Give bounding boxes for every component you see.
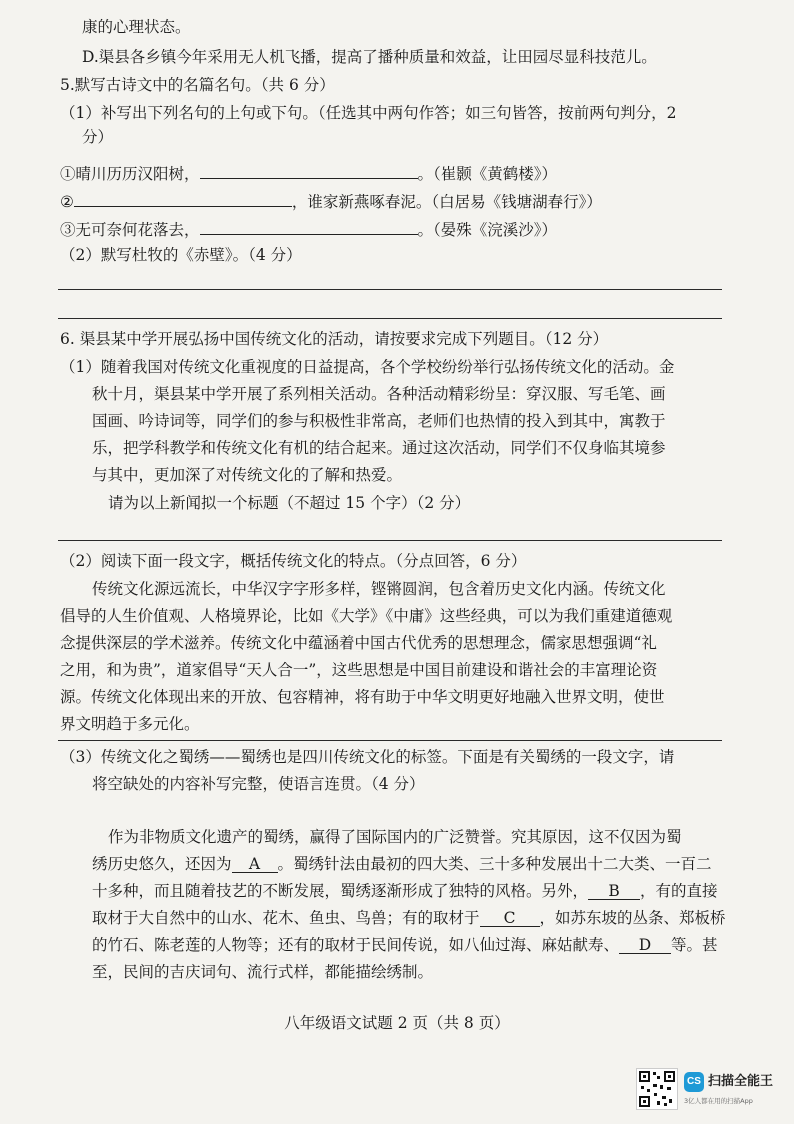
fill-blank-b[interactable]: B [588,881,640,900]
passage-text: ，如苏东坡的丛条、郑板桥 [539,909,726,927]
scanner-tagline: 3亿人都在用的扫描App [684,1097,753,1105]
q6-part2-passage: 念提供深层的学术滋养。传统文化中蕴涵着中国古代优秀的思想理念，儒家思想强调“礼 [60,634,657,652]
poem-line-1 [60,160,557,185]
passage-text: 。蜀绣针法由最初的四大类、三十多种发展出十二大类、一百二 [277,855,712,873]
poem-3-source: 。（晏殊《浣溪沙》） [417,221,558,239]
q6-part2-passage: 传统文化源远流长，中华汉字字形多样，铿锵圆润，包含着历史文化内涵。传统文化 [92,580,666,598]
question-6-title: 6. 渠县某中学开展弘扬中国传统文化的活动，请按要求完成下列题目。（12 分） [60,330,609,348]
answer-blank[interactable] [200,216,418,235]
question-5-title: 5.默写古诗文中的名篇名句。（共 6 分） [60,76,335,94]
scanner-logo-icon: CS [684,1072,704,1092]
q6-part2-passage: 源。传统文化体现出来的开放、包容精神，将有助于中华文明更好地融入世界文明，使世 [60,688,665,706]
answer-line[interactable] [58,318,722,319]
q6-part1-paragraph: 国画、吟诗词等，同学们的参与积极性非常高，老师们也热情的投入到其中，寓教于 [92,412,666,430]
qr-code-icon [636,1068,678,1110]
passage-text: 的竹石、陈老莲的人物等；还有的取材于民间传说，如八仙过海、麻姑献寿、 [92,936,620,954]
q6-part1-paragraph: 与其中，更加深了对传统文化的了解和热爱。 [92,466,403,484]
q6-part2-passage: 倡导的人生价值观、人格境界论，比如《大学》《中庸》这些经典，可以为我们重建道德观 [60,607,673,625]
poem-2-given: ，谁家新燕啄春泥。（白居易《钱塘湖春行》） [291,193,602,211]
text-line: 康的心理状态。 [82,18,191,36]
q6-part2-passage: 界文明趋于多元化。 [60,715,200,733]
answer-blank[interactable] [200,160,418,179]
poem-line-2 [60,188,602,213]
scanner-app-name: 扫描全能王 [708,1074,774,1089]
fill-blank-c[interactable]: C [480,908,540,927]
fill-blank-d[interactable]: D [619,935,671,954]
q6-part3-instruction-cont: 将空缺处的内容补写完整，使语言连贯。（4 分） [92,775,425,793]
q6-part3-passage: 至，民间的吉庆词句、流行式样，都能描绘绣制。 [92,963,434,981]
q6-part1-paragraph: 乐，把学科教学和传统文化有机的结合起来。通过这次活动，同学们不仅身临其境参 [92,439,666,457]
q6-part2-passage: 之用，和为贵”，道家倡导“天人合一”，这些思想是中国目前建设和谐社会的丰富理论资 [60,661,658,679]
passage-text: ，有的直接 [640,882,718,900]
passage-text: 等。甚 [671,936,718,954]
fill-blank-a[interactable]: A [232,854,278,873]
option-d: D.渠县各乡镇今年采用无人机飞播，提高了播种质量和效益，让田园尽显科技范儿。 [82,48,657,66]
q6-part1-paragraph: （1）随着我国对传统文化重视度的日益提高，各个学校纷纷举行弘扬传统文化的活动。金 [60,358,675,376]
poem-3-given: ③无可奈何花落去， [60,221,200,239]
q6-part3-passage [92,934,718,956]
q6-part3-passage [92,880,718,902]
q6-part1-prompt: 请为以上新闻拟一个标题（不超过 15 个字）（2 分） [108,494,471,512]
q6-part3-passage [92,853,712,875]
q6-part3-passage [92,907,726,929]
q5-part1-instruction-cont: 分） [82,128,114,146]
q5-part2-instruction: （2）默写杜牧的《赤壁》。（4 分） [60,246,302,264]
poem-1-source: 。（崔颢《黄鹤楼》） [417,165,558,183]
answer-line[interactable] [58,540,722,541]
scanner-watermark [636,1066,786,1114]
q6-part3-passage: 作为非物质文化遗产的蜀绣，赢得了国际国内的广泛赞誉。究其原因，这不仅因为蜀 [108,828,682,846]
answer-blank[interactable] [74,188,292,207]
poem-1-given: ①晴川历历汉阳树， [60,165,200,183]
q5-part1-instruction: （1）补写出下列名句的上句或下句。（任选其中两句作答；如三句皆答，按前两句判分，2 [60,104,677,122]
poem-line-3 [60,216,557,241]
page-footer: 八年级语文试题 2 页（共 8 页） [284,1014,510,1032]
poem-2-number: ② [60,193,74,211]
answer-line[interactable] [58,289,722,290]
passage-text: 绣历史悠久，还因为 [92,855,232,873]
answer-line[interactable] [58,740,722,741]
q6-part3-instruction: （3）传统文化之蜀绣——蜀绣也是四川传统文化的标签。下面是有关蜀绣的一段文字，请 [60,748,675,766]
passage-text: 十多种，而且随着技艺的不断发展，蜀绣逐渐形成了独特的风格。另外， [92,882,589,900]
q6-part2-instruction: （2）阅读下面一段文字，概括传统文化的特点。（分点回答，6 分） [60,552,527,570]
q6-part1-paragraph: 秋十月，渠县某中学开展了系列相关活动。各种活动精彩纷呈：穿汉服、写毛笔、画 [92,385,666,403]
passage-text: 取材于大自然中的山水、花木、鱼虫、鸟兽；有的取材于 [92,909,480,927]
